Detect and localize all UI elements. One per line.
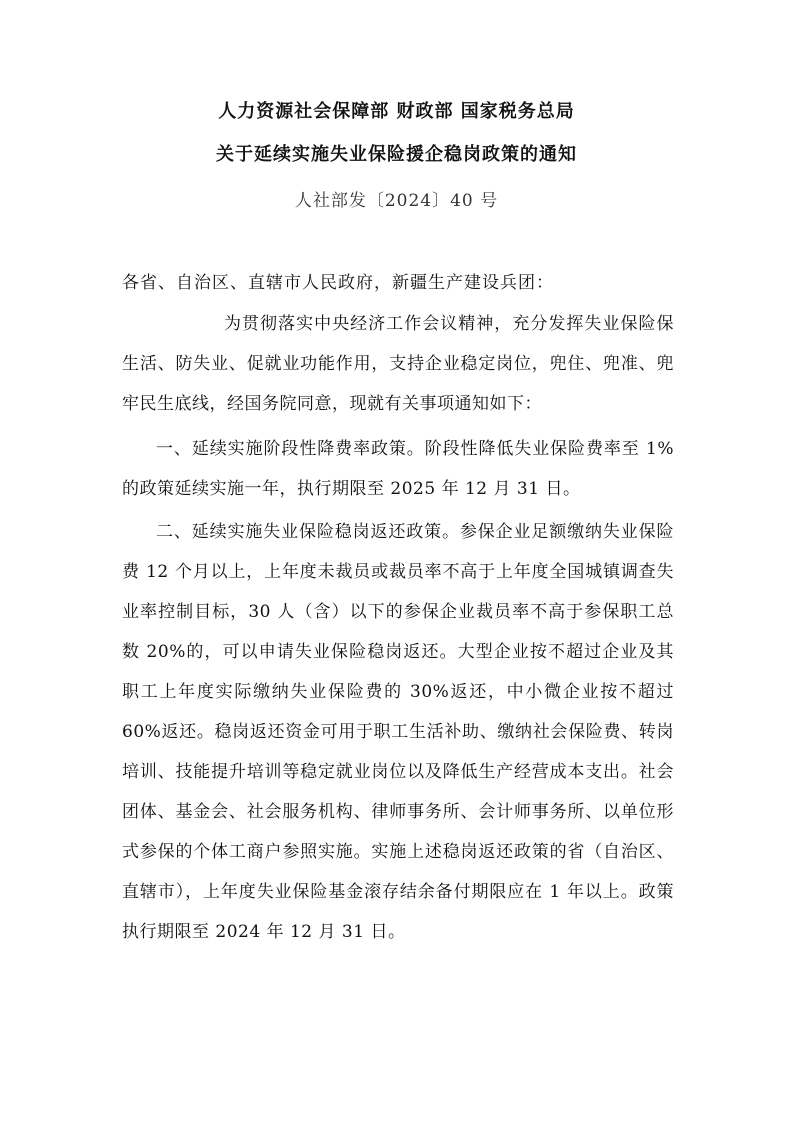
paragraph-intro: 为贯彻落实中央经济工作会议精神，充分发挥失业保险保生活、防失业、促就业功能作用，支持企业稳定岗位，兜住、兜准、兜牢民生底线，经国务院同意，现就有关事项通知如下： (122, 314, 674, 414)
paragraph-item-1: 一、延续实施阶段性降费率政策。阶段性降低失业保险费率至 1%的政策延续实施一年，执行期限至 2025 年 12 月 31 日。 (122, 439, 674, 499)
salutation: 各省、自治区、直辖市人民政府，新疆生产建设兵团： (122, 273, 554, 293)
document-title-issuers: 人力资源社会保障部 财政部 国家税务总局 (218, 101, 575, 122)
paragraph-item-2: 二、延续实施失业保险稳岗返还政策。参保企业足额缴纳失业保险费 12 个月以上，上年度未裁员或裁员率不高于上年度全国城镇调查失业率控制目标，30 人（含）以下的参保企业裁员率不高于参保职工总数 20%的，可以申请失业保险稳岗返还。大型企业按不超过企业及其职工上年度实际缴纳失业保险费的 30%返还，中小微企业按不超过 60%返还。稳岗返还资金可用于职工生活补助、缴纳社会保险费、转岗培训、技能提升培训等稳定就业岗位以及降低生产经营成本支出。社会团体、基金会、社会服务机构、律师事务所、会计师事务所、以单位形式参保的个体工商户参照实施。实施上述稳岗返还政策的省（自治区、直辖市），上年度失业保险基金滚存结余备付期限应在 1 年以上。政策执行期限至 2024 年 12 月 31 日。 (122, 522, 674, 942)
document-title-subject: 关于延续实施失业保险援企稳岗政策的通知 (216, 144, 577, 165)
document-number: 人社部发〔2024〕40 号 (294, 191, 499, 211)
